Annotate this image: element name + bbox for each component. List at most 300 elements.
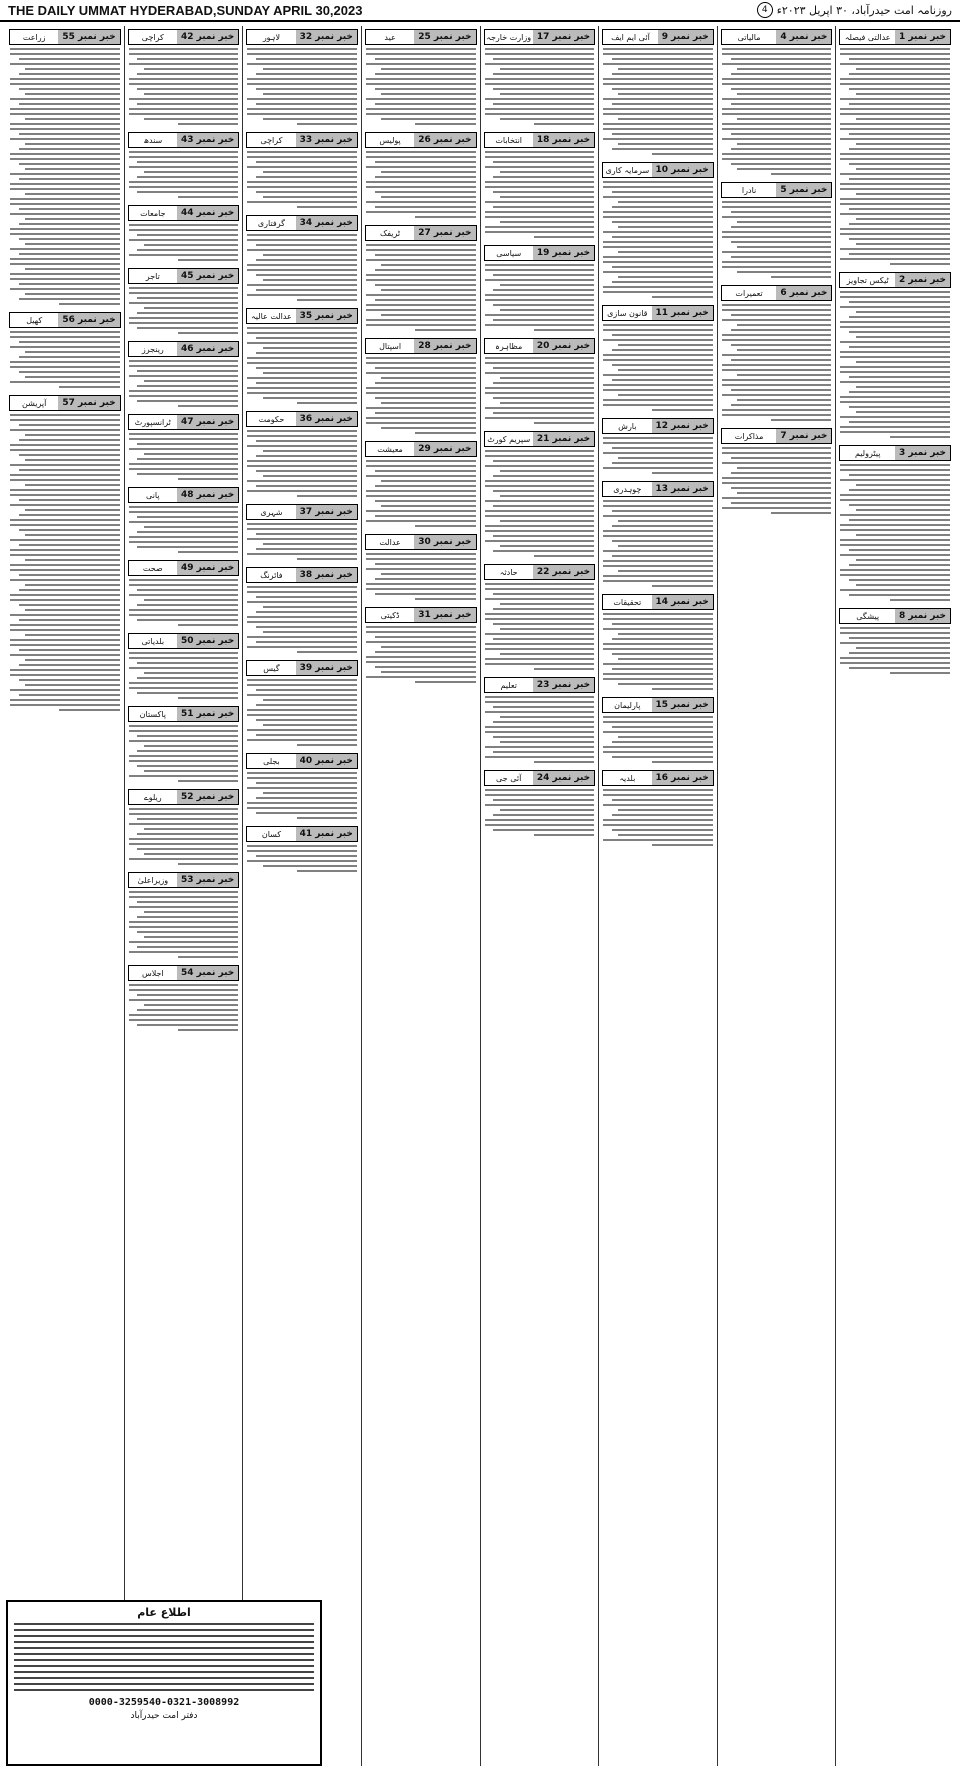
news-item[interactable] bbox=[365, 607, 477, 684]
news-item-header bbox=[365, 225, 477, 241]
text-line bbox=[375, 299, 476, 301]
text-line bbox=[129, 730, 239, 732]
news-item[interactable] bbox=[246, 826, 358, 873]
news-item[interactable] bbox=[246, 567, 358, 654]
text-line bbox=[722, 384, 832, 386]
text-line bbox=[19, 103, 120, 105]
text-line bbox=[500, 118, 594, 120]
text-line bbox=[603, 113, 713, 115]
text-line bbox=[618, 118, 712, 120]
text-line bbox=[375, 593, 476, 595]
text-line bbox=[10, 704, 120, 706]
text-line bbox=[129, 984, 239, 986]
news-item-title: صحت bbox=[142, 563, 163, 573]
text-line bbox=[485, 540, 595, 542]
text-line bbox=[366, 186, 476, 188]
news-item[interactable] bbox=[246, 29, 358, 126]
text-line bbox=[652, 844, 712, 846]
text-line bbox=[129, 813, 239, 815]
news-item-number: خبر نمبر 44 bbox=[177, 206, 238, 220]
news-item-body bbox=[128, 286, 240, 335]
text-line bbox=[500, 716, 594, 718]
news-item-body bbox=[246, 678, 358, 747]
text-line bbox=[485, 804, 595, 806]
text-line bbox=[59, 709, 119, 711]
text-line bbox=[25, 509, 119, 511]
news-item[interactable] bbox=[721, 29, 833, 176]
news-item-number: خبر نمبر 16 bbox=[652, 771, 713, 785]
text-line bbox=[129, 755, 239, 757]
news-item-title: بلدیاتی bbox=[141, 636, 165, 646]
text-line bbox=[849, 346, 950, 348]
text-line bbox=[366, 495, 476, 497]
news-item-number: خبر نمبر 20 bbox=[533, 339, 594, 353]
news-item-header bbox=[602, 481, 714, 497]
news-item[interactable] bbox=[128, 205, 240, 262]
news-item-title: تحقیقات bbox=[613, 597, 642, 607]
text-line bbox=[856, 93, 950, 95]
text-line bbox=[500, 470, 594, 472]
text-line bbox=[366, 63, 476, 65]
text-line bbox=[731, 487, 832, 489]
news-item-body bbox=[128, 578, 240, 627]
text-line bbox=[59, 303, 119, 305]
news-item-number: خبر نمبر 36 bbox=[296, 412, 357, 426]
news-item[interactable] bbox=[602, 594, 714, 691]
news-item[interactable] bbox=[721, 285, 833, 422]
news-item-body bbox=[128, 223, 240, 262]
news-item-header bbox=[246, 132, 358, 148]
text-line bbox=[137, 516, 238, 518]
text-line bbox=[366, 553, 476, 555]
text-line bbox=[618, 658, 712, 660]
text-line bbox=[840, 63, 950, 65]
text-line bbox=[256, 88, 357, 90]
text-line bbox=[10, 258, 120, 260]
text-line bbox=[722, 369, 832, 371]
text-line bbox=[849, 421, 950, 423]
text-line bbox=[247, 787, 357, 789]
text-line bbox=[840, 113, 950, 115]
news-item-number: خبر نمبر 34 bbox=[296, 216, 357, 230]
text-line bbox=[652, 472, 712, 474]
text-line bbox=[129, 657, 239, 659]
text-line bbox=[603, 339, 713, 341]
text-line bbox=[603, 643, 713, 645]
news-item[interactable] bbox=[484, 431, 596, 558]
news-item[interactable] bbox=[9, 395, 121, 712]
text-line bbox=[247, 435, 357, 437]
text-line bbox=[381, 289, 475, 291]
text-line bbox=[840, 366, 950, 368]
text-line bbox=[856, 336, 950, 338]
news-item-header bbox=[484, 132, 596, 148]
text-line bbox=[137, 73, 238, 75]
text-line bbox=[247, 83, 357, 85]
news-item-header bbox=[246, 308, 358, 324]
text-line bbox=[840, 213, 950, 215]
text-line bbox=[129, 438, 239, 440]
text-line bbox=[263, 397, 357, 399]
news-item-title: وزارت خارجہ bbox=[486, 32, 532, 42]
news-item-body bbox=[365, 552, 477, 601]
text-line bbox=[256, 367, 357, 369]
text-line bbox=[849, 594, 950, 596]
text-line bbox=[247, 332, 357, 334]
news-item[interactable] bbox=[602, 770, 714, 847]
text-line bbox=[840, 426, 950, 428]
text-line bbox=[603, 241, 713, 243]
text-line bbox=[178, 780, 238, 782]
text-line bbox=[493, 58, 594, 60]
news-item-title: ٹرانسپورٹ bbox=[134, 417, 171, 427]
text-line bbox=[263, 68, 357, 70]
text-line bbox=[25, 659, 119, 661]
text-line bbox=[500, 495, 594, 497]
news-item[interactable] bbox=[602, 481, 714, 588]
news-item-header bbox=[721, 182, 833, 198]
text-line bbox=[19, 544, 120, 546]
text-line bbox=[849, 208, 950, 210]
news-column bbox=[242, 26, 361, 1766]
text-line bbox=[731, 88, 832, 90]
text-line bbox=[618, 736, 712, 738]
text-line bbox=[247, 777, 357, 779]
text-line bbox=[493, 412, 594, 414]
news-item-header bbox=[128, 29, 240, 45]
text-line bbox=[722, 462, 832, 464]
text-line bbox=[10, 263, 120, 265]
text-line bbox=[493, 397, 594, 399]
text-line bbox=[137, 818, 238, 820]
text-line bbox=[137, 58, 238, 60]
text-line bbox=[247, 694, 357, 696]
text-line bbox=[10, 288, 120, 290]
news-item[interactable] bbox=[9, 312, 121, 389]
text-line bbox=[247, 553, 357, 555]
text-line bbox=[485, 231, 595, 233]
text-line bbox=[840, 258, 950, 260]
text-line bbox=[722, 394, 832, 396]
news-item-title: پاکستان bbox=[139, 709, 166, 719]
text-line bbox=[263, 606, 357, 608]
news-item-number: خبر نمبر 9 bbox=[658, 30, 713, 44]
text-line bbox=[137, 735, 238, 737]
text-line bbox=[612, 555, 713, 557]
text-line bbox=[722, 339, 832, 341]
text-line bbox=[25, 634, 119, 636]
text-line bbox=[256, 176, 357, 178]
text-line bbox=[731, 226, 832, 228]
text-line bbox=[840, 396, 950, 398]
news-item[interactable] bbox=[246, 753, 358, 820]
text-line bbox=[366, 362, 476, 364]
news-item[interactable] bbox=[246, 660, 358, 747]
text-line bbox=[856, 218, 950, 220]
news-item-body bbox=[128, 47, 240, 126]
text-line bbox=[137, 249, 238, 251]
news-item[interactable] bbox=[246, 132, 358, 209]
news-item-header bbox=[365, 338, 477, 354]
text-line bbox=[366, 422, 476, 424]
news-item[interactable] bbox=[484, 29, 596, 126]
text-line bbox=[263, 475, 357, 477]
news-item[interactable] bbox=[839, 29, 951, 266]
text-line bbox=[856, 243, 950, 245]
news-item[interactable] bbox=[365, 29, 477, 126]
news-item-title: آئی جی bbox=[496, 773, 522, 783]
text-line bbox=[366, 304, 476, 306]
news-item-title: تاجر bbox=[145, 271, 160, 281]
news-item-number: خبر نمبر 50 bbox=[177, 634, 238, 648]
news-item[interactable] bbox=[484, 770, 596, 837]
text-line bbox=[890, 263, 950, 265]
news-item-number: خبر نمبر 54 bbox=[177, 966, 238, 980]
text-line bbox=[603, 181, 713, 183]
text-line bbox=[612, 103, 713, 105]
text-line bbox=[485, 756, 595, 758]
news-item[interactable] bbox=[839, 445, 951, 602]
text-line bbox=[10, 519, 120, 521]
news-item-body bbox=[246, 47, 358, 126]
news-item[interactable] bbox=[9, 29, 121, 306]
news-item[interactable] bbox=[365, 534, 477, 601]
news-item[interactable] bbox=[128, 487, 240, 554]
news-item[interactable] bbox=[128, 560, 240, 627]
text-line bbox=[485, 643, 595, 645]
text-line bbox=[840, 371, 950, 373]
text-line bbox=[840, 53, 950, 55]
text-line bbox=[247, 249, 357, 251]
news-item-body bbox=[602, 180, 714, 299]
news-item-number: خبر نمبر 52 bbox=[177, 790, 238, 804]
news-item-title: کسان bbox=[261, 829, 282, 839]
news-item[interactable] bbox=[484, 677, 596, 764]
text-line bbox=[849, 564, 950, 566]
news-item[interactable] bbox=[128, 268, 240, 335]
text-line bbox=[297, 817, 357, 819]
text-line bbox=[612, 829, 713, 831]
text-line bbox=[19, 469, 120, 471]
news-item-header bbox=[484, 245, 596, 261]
news-item-title: حادثہ bbox=[499, 567, 518, 577]
text-line bbox=[618, 344, 712, 346]
text-line bbox=[256, 244, 357, 246]
news-item-header bbox=[839, 445, 951, 461]
text-line bbox=[890, 599, 950, 601]
news-item[interactable] bbox=[484, 338, 596, 425]
news-item[interactable] bbox=[128, 341, 240, 408]
text-line bbox=[493, 535, 594, 537]
news-item[interactable] bbox=[484, 245, 596, 332]
news-item-title: تعمیرات bbox=[735, 288, 763, 298]
text-line bbox=[603, 186, 713, 188]
text-line bbox=[603, 324, 713, 326]
urdu-dateline-text: روزنامہ امت حیدرآباد، ۳۰ اپریل ۲۰۲۳ء bbox=[776, 3, 952, 17]
text-line bbox=[603, 384, 713, 386]
text-line bbox=[129, 760, 239, 762]
text-line bbox=[14, 1623, 314, 1625]
news-item[interactable] bbox=[246, 411, 358, 498]
news-item[interactable] bbox=[365, 132, 477, 219]
news-item-header bbox=[365, 534, 477, 550]
news-item[interactable] bbox=[128, 29, 240, 126]
text-line bbox=[10, 539, 120, 541]
news-item-number: خبر نمبر 7 bbox=[776, 429, 831, 443]
text-line bbox=[612, 668, 713, 670]
text-line bbox=[10, 123, 120, 125]
text-line bbox=[247, 591, 357, 593]
news-item[interactable] bbox=[484, 132, 596, 239]
text-line bbox=[840, 233, 950, 235]
text-line bbox=[137, 1024, 238, 1026]
news-item-body bbox=[128, 807, 240, 866]
text-line bbox=[485, 166, 595, 168]
news-item-title: معیشت bbox=[377, 444, 403, 454]
text-line bbox=[840, 529, 950, 531]
text-line bbox=[129, 858, 239, 860]
text-line bbox=[366, 166, 476, 168]
text-line bbox=[652, 296, 712, 298]
text-line bbox=[178, 624, 238, 626]
news-item-title: سیاسی bbox=[496, 248, 522, 258]
english-dateline: THE DAILY UMMAT HYDERABAD,SUNDAY APRIL 30,2023 bbox=[8, 2, 363, 18]
news-item[interactable] bbox=[246, 504, 358, 561]
text-line bbox=[840, 48, 950, 50]
news-item[interactable] bbox=[128, 633, 240, 700]
news-item[interactable] bbox=[365, 441, 477, 528]
text-line bbox=[500, 309, 594, 311]
news-item[interactable] bbox=[246, 308, 358, 405]
text-line bbox=[10, 669, 120, 671]
news-item[interactable] bbox=[128, 872, 240, 959]
text-line bbox=[771, 173, 831, 175]
text-line bbox=[603, 354, 713, 356]
text-line bbox=[25, 459, 119, 461]
text-line bbox=[129, 83, 239, 85]
news-item[interactable] bbox=[721, 428, 833, 515]
news-item[interactable] bbox=[128, 706, 240, 783]
news-item[interactable] bbox=[839, 608, 951, 675]
news-item[interactable] bbox=[602, 162, 714, 299]
news-item-number: خبر نمبر 4 bbox=[776, 30, 831, 44]
text-line bbox=[849, 253, 950, 255]
text-line bbox=[10, 108, 120, 110]
text-line bbox=[722, 78, 832, 80]
news-item[interactable] bbox=[128, 789, 240, 866]
news-item[interactable] bbox=[365, 225, 477, 332]
news-item-header bbox=[484, 431, 596, 447]
text-line bbox=[618, 394, 712, 396]
news-item-title: جامعات bbox=[140, 208, 166, 218]
text-line bbox=[10, 183, 120, 185]
text-line bbox=[366, 244, 476, 246]
news-item-body bbox=[128, 432, 240, 481]
text-line bbox=[849, 667, 950, 669]
text-line bbox=[137, 473, 238, 475]
news-item-header bbox=[246, 411, 358, 427]
text-line bbox=[366, 417, 476, 419]
news-item[interactable] bbox=[128, 132, 240, 199]
news-item[interactable] bbox=[365, 338, 477, 435]
news-item[interactable] bbox=[721, 182, 833, 279]
news-item-header bbox=[602, 418, 714, 434]
news-item-title: مالیاتی bbox=[737, 32, 761, 42]
text-line bbox=[485, 525, 595, 527]
text-line bbox=[129, 682, 239, 684]
news-item[interactable] bbox=[128, 414, 240, 481]
text-line bbox=[256, 274, 357, 276]
text-line bbox=[247, 362, 357, 364]
news-item-title: سندھ bbox=[143, 135, 163, 145]
text-line bbox=[731, 404, 832, 406]
text-line bbox=[603, 246, 713, 248]
text-line bbox=[849, 178, 950, 180]
text-line bbox=[137, 916, 238, 918]
news-item[interactable] bbox=[128, 965, 240, 1032]
news-item[interactable] bbox=[602, 305, 714, 412]
news-item-body bbox=[839, 463, 951, 602]
text-line bbox=[618, 457, 712, 459]
text-line bbox=[500, 520, 594, 522]
text-line bbox=[10, 699, 120, 701]
text-line bbox=[618, 520, 712, 522]
news-item-number: خبر نمبر 53 bbox=[177, 873, 238, 887]
text-line bbox=[10, 564, 120, 566]
text-line bbox=[603, 359, 713, 361]
news-item-header bbox=[246, 29, 358, 45]
text-line bbox=[10, 594, 120, 596]
text-line bbox=[129, 166, 239, 168]
text-line bbox=[618, 570, 712, 572]
text-line bbox=[10, 153, 120, 155]
news-item[interactable] bbox=[484, 564, 596, 671]
news-column bbox=[480, 26, 599, 1766]
text-line bbox=[247, 621, 357, 623]
text-line bbox=[603, 374, 713, 376]
text-line bbox=[263, 724, 357, 726]
text-line bbox=[129, 906, 239, 908]
text-line bbox=[256, 782, 357, 784]
news-item[interactable] bbox=[246, 215, 358, 302]
text-line bbox=[534, 422, 594, 424]
news-item[interactable] bbox=[602, 29, 714, 156]
news-item-title: پانی bbox=[146, 490, 160, 500]
text-line bbox=[381, 264, 475, 266]
news-item-body bbox=[484, 695, 596, 764]
text-line bbox=[500, 628, 594, 630]
news-item[interactable] bbox=[602, 418, 714, 475]
text-line bbox=[722, 507, 832, 509]
text-line bbox=[500, 809, 594, 811]
news-item[interactable] bbox=[839, 272, 951, 439]
news-item-header bbox=[128, 633, 240, 649]
text-line bbox=[856, 143, 950, 145]
text-line bbox=[366, 510, 476, 512]
text-line bbox=[603, 804, 713, 806]
text-line bbox=[375, 58, 476, 60]
text-line bbox=[485, 455, 595, 457]
news-item[interactable] bbox=[602, 697, 714, 764]
text-line bbox=[10, 494, 120, 496]
news-column bbox=[717, 26, 836, 1766]
notice-title: اطلاع عام bbox=[137, 1606, 191, 1619]
news-item-title: آپریشن bbox=[22, 398, 47, 408]
text-line bbox=[247, 186, 357, 188]
text-line bbox=[129, 951, 239, 953]
text-line bbox=[247, 357, 357, 359]
text-line bbox=[19, 238, 120, 240]
